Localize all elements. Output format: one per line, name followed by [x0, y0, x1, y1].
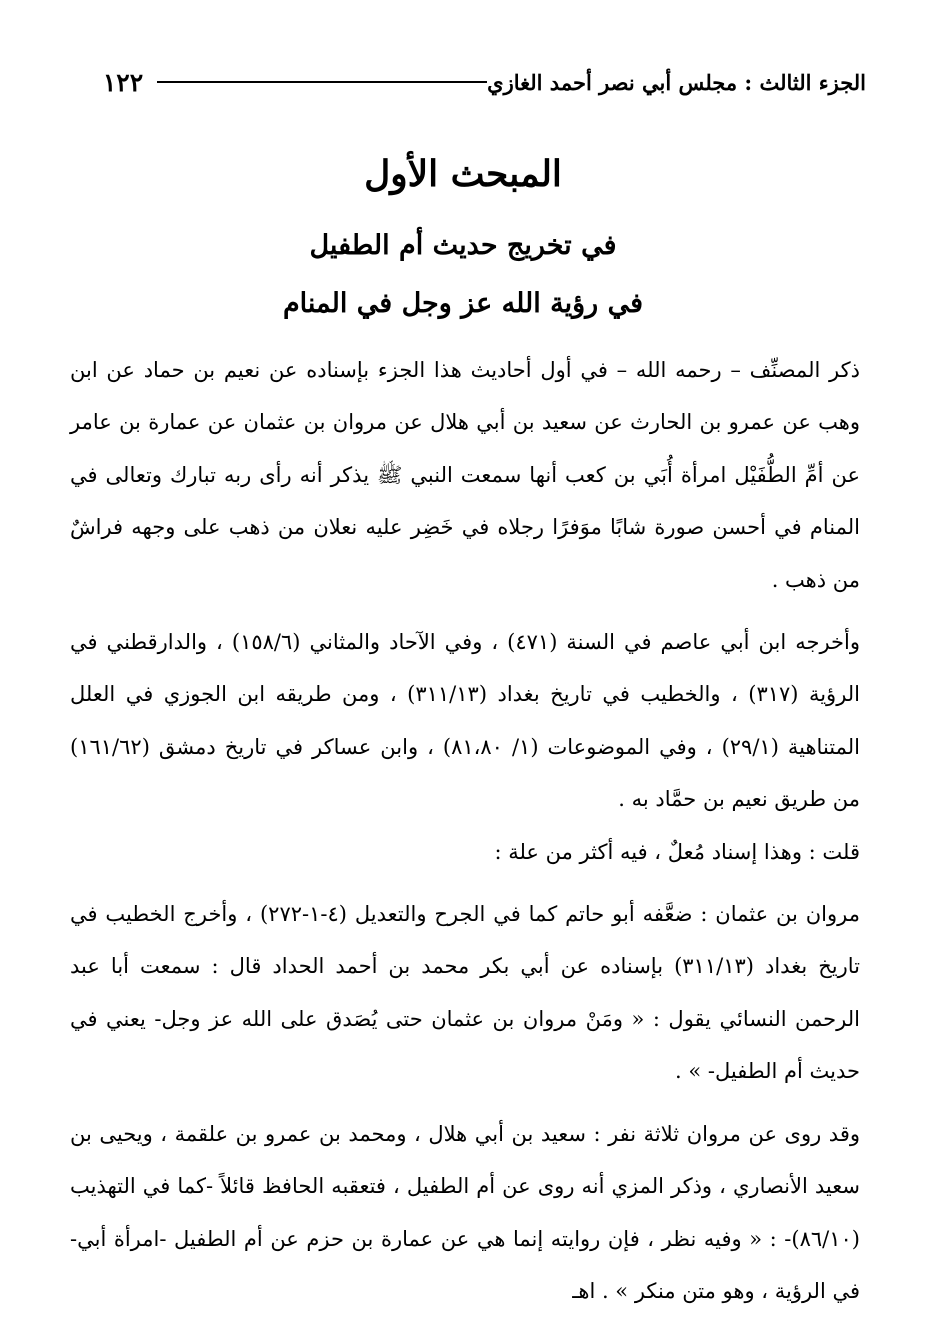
subheading-1: في تخريج حديث أم الطفيل	[309, 230, 617, 261]
paragraph-2: وأخرجه ابن أبي عاصم في السنة (٤٧١) ، وفي الآحاد والمثاني (١٥٨/٦) ، والدارقطني في الرؤية (٣١٧) ، والخطيب في تاريخ بغداد (٣١١/١٣) ، ومن طريقه ابن الجوزي في العلل المتناهية (٢٩/١) ، وفي الموضوعات (١/ ٨١،٨٠) ، وابن عساكر في تاريخ دمشق (١٦١/٦٢) من طريق نعيم بن حمَّاد به .	[70, 630, 861, 812]
paragraph-5: وقد روى عن مروان ثلاثة نفر : سعيد بن أبي هلال ، ومحمد بن عمرو بن علقمة ، ويحيى بن سعيد الأنصاري ، وذكر المزي أنه روى عن أم الطفيل ، فتعقبه الحافظ قائلاً -كما في التهذيب (٨٦/١٠)- : « وفيه نظر ، فإن روايته إنما هي عن عمارة بن حزم عن أم الطفيل -امرأة أبي- في الرؤية ، وهو متن منكر » . اهـ	[70, 1121, 860, 1303]
paragraph-4: مروان بن عثمان : ضعَّفه أبو حاتم كما في الجرح والتعديل (٤-١-٢٧٢) ، وأخرج الخطيب في تاريخ بغداد (٣١١/١٣) بإسناده عن أبي بكر محمد بن أحمد الحداد قال : سمعت أبا عبد الرحمن النسائي يقول : « ومَنْ مروان بن عثمان حتى يُصَدق على الله عز وجل- يعني في حديث أم الطفيل- » .	[70, 902, 860, 1084]
section-heading: المبحث الأول	[364, 153, 562, 195]
paragraph-3: قلت : وهذا إسناد مُعلٌ ، فيه أكثر من علة :	[494, 839, 860, 864]
paragraph-1: ذكر المصنِّف – رحمه الله – في أول أحاديث هذا الجزء بإسناده عن نعيم بن حماد عن ابن وهب عن عمرو بن الحارث عن سعيد بن أبي هلال عن مروان بن عثمان عن عمارة بن عامر عن أمِّ الطُّفَيْل امرأة أُبَي بن كعب أنها سمعت النبي ﷺ يذكر أنه رأى ربه تبارك وتعالى في المنام في أحسن صورة شابًا موَفرًا رجلاه في خَضِر عليه نعلان من ذهب على وجهه فراشٌ من ذهب .	[70, 358, 861, 592]
body-text	[70, 344, 860, 1317]
running-title: الجزء الثالث : مجلس أبي نصر أحمد الغازي	[487, 69, 866, 95]
subheading-2: في رؤية الله عز وجل في المنام	[282, 288, 644, 319]
header-rule	[157, 81, 487, 83]
running-header	[84, 62, 866, 102]
page-number: ١٢٢	[102, 67, 144, 97]
